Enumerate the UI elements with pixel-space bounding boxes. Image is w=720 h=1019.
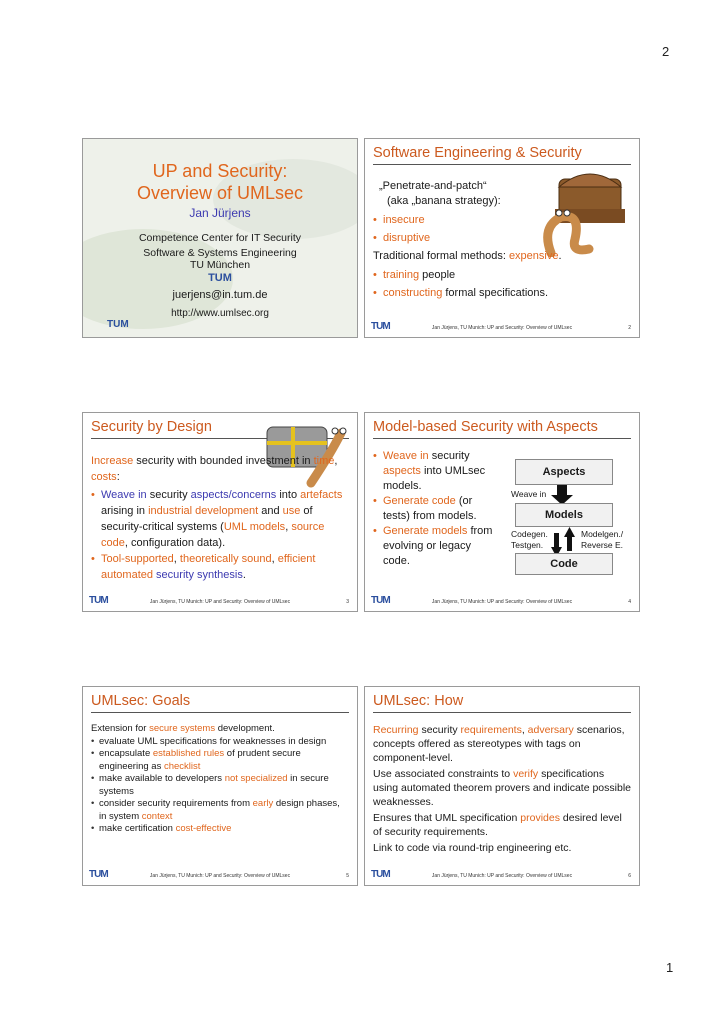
aspects-box: Aspects: [515, 459, 613, 485]
slide4-bullet-2: • Generate code (or tests) from models.: [373, 494, 499, 524]
slide6-footer: TUM Jan Jürjens, TU Munich: UP and Security: Overview of UMLsec 6: [371, 869, 631, 880]
slide5-item-4: • consider security requirements from early design phases, in system context: [91, 798, 349, 823]
slide5-footer: TUM Jan Jürjens, TU Munich: UP and Security: Overview of UMLsec 5: [89, 869, 349, 880]
codegen-label: Codegen.: [511, 529, 548, 539]
slide2-bullet-4: • constructing formal specifications.: [373, 286, 631, 301]
slide1-affil-1: Competence Center for IT Security: [138, 232, 302, 244]
slide4-footer: TUM Jan Jürjens, TU Munich: UP and Security: Overview of UMLsec 4: [371, 595, 631, 606]
slide2-traditional: Traditional formal methods: expensive.: [373, 250, 562, 262]
slide4-bullet-3: • Generate models from evolving or legacy code.: [373, 524, 499, 569]
page-number-top: 2: [662, 44, 670, 59]
slide-2: [364, 138, 640, 338]
page-number-bottom: 1: [666, 960, 674, 975]
slide6-para-4: Link to code via round-trip engineering etc.: [373, 842, 572, 854]
slide3-title: Security by Design: [91, 419, 349, 439]
slide5-item-2: • encapsulate established rules of prudent secure engineering as checklist: [91, 748, 349, 773]
slide-5: [82, 686, 358, 886]
code-box: Code: [515, 553, 613, 575]
models-box: Models: [515, 503, 613, 527]
slide2-title: Software Engineering & Security: [373, 145, 631, 165]
slide-6: [364, 686, 640, 886]
slide2-bullet-3: • training people: [373, 268, 631, 283]
weave-in-label: Weave in: [511, 489, 547, 499]
slide-4: [364, 412, 640, 612]
slide1-url[interactable]: http://www.umlsec.org: [171, 308, 269, 319]
slide1-email[interactable]: juerjens@in.tum.de: [172, 289, 268, 301]
slide1-affil-3: TU München: [189, 259, 251, 271]
slide5-item-3: • make available to developers not specialized in secure systems: [91, 773, 349, 798]
modelgen-label: Modelgen./: [581, 529, 624, 539]
down-arrow-icon: [551, 485, 573, 505]
slide1-author: Jan Jürjens: [189, 206, 251, 220]
slide2-quote-1: „Penetrate-and-patch“: [379, 180, 487, 192]
slide5-intro: Extension for secure systems development.: [91, 723, 275, 734]
slide6-para-2: Use associated constraints to verify specifications using automated theorem provers and indicate possible weaknesses.: [373, 768, 631, 808]
slide2-bullet-2: • disruptive: [373, 231, 631, 246]
reverse-eng-label: Reverse E.: [581, 540, 624, 550]
slide2-footer: TUM Jan Jürjens, TU Munich: UP and Security: Overview of UMLsec 2: [371, 321, 631, 332]
slide5-item-5: • make certification cost-effective: [91, 823, 349, 836]
slide3-bullet-2: • Tool-supported, theoretically sound, efficient automated security synthesis.: [91, 551, 349, 583]
slide1-title-2: Overview of UMLsec: [136, 183, 304, 203]
slide1-affil-2: Software & Systems Engineering: [143, 247, 297, 259]
slide4-title: Model-based Security with Aspects: [373, 419, 631, 439]
slide4-bullet-1: • Weave in security aspects into UMLsec models.: [373, 449, 499, 494]
tum-logo: TUM: [208, 272, 232, 284]
slide-title: [82, 138, 358, 338]
slide3-para-1: Increase security with bounded investment in time, costs:: [91, 455, 338, 483]
tum-logo-corner: TUM: [107, 319, 129, 330]
slide6-title: UMLsec: How: [373, 693, 631, 713]
slide2-bullet-1: • insecure: [373, 213, 631, 228]
slide2-quote-2: (aka „banana strategy):: [387, 195, 501, 207]
slide6-para-1: Recurring security requirements, adversary scenarios, concepts offered as stereotypes with tags on component-level.: [373, 724, 625, 764]
slide3-footer: TUM Jan Jürjens, TU Munich: UP and Security: Overview of UMLsec 3: [89, 595, 349, 606]
slide-3: [82, 412, 358, 612]
slide5-item-1: • evaluate UML specifications for weaknesses in design: [91, 736, 349, 749]
slide1-title-1: UP and Security:: [152, 161, 288, 181]
testgen-label: Testgen.: [511, 540, 544, 550]
slide5-title: UMLsec: Goals: [91, 693, 349, 713]
slide3-bullet-1: • Weave in security aspects/concerns into artefacts arising in industrial development and use of security-critical systems (UML models, source code, configuration data).: [91, 487, 349, 551]
slide6-para-3: Ensures that UML specification provides desired level of security requirements.: [373, 812, 622, 838]
